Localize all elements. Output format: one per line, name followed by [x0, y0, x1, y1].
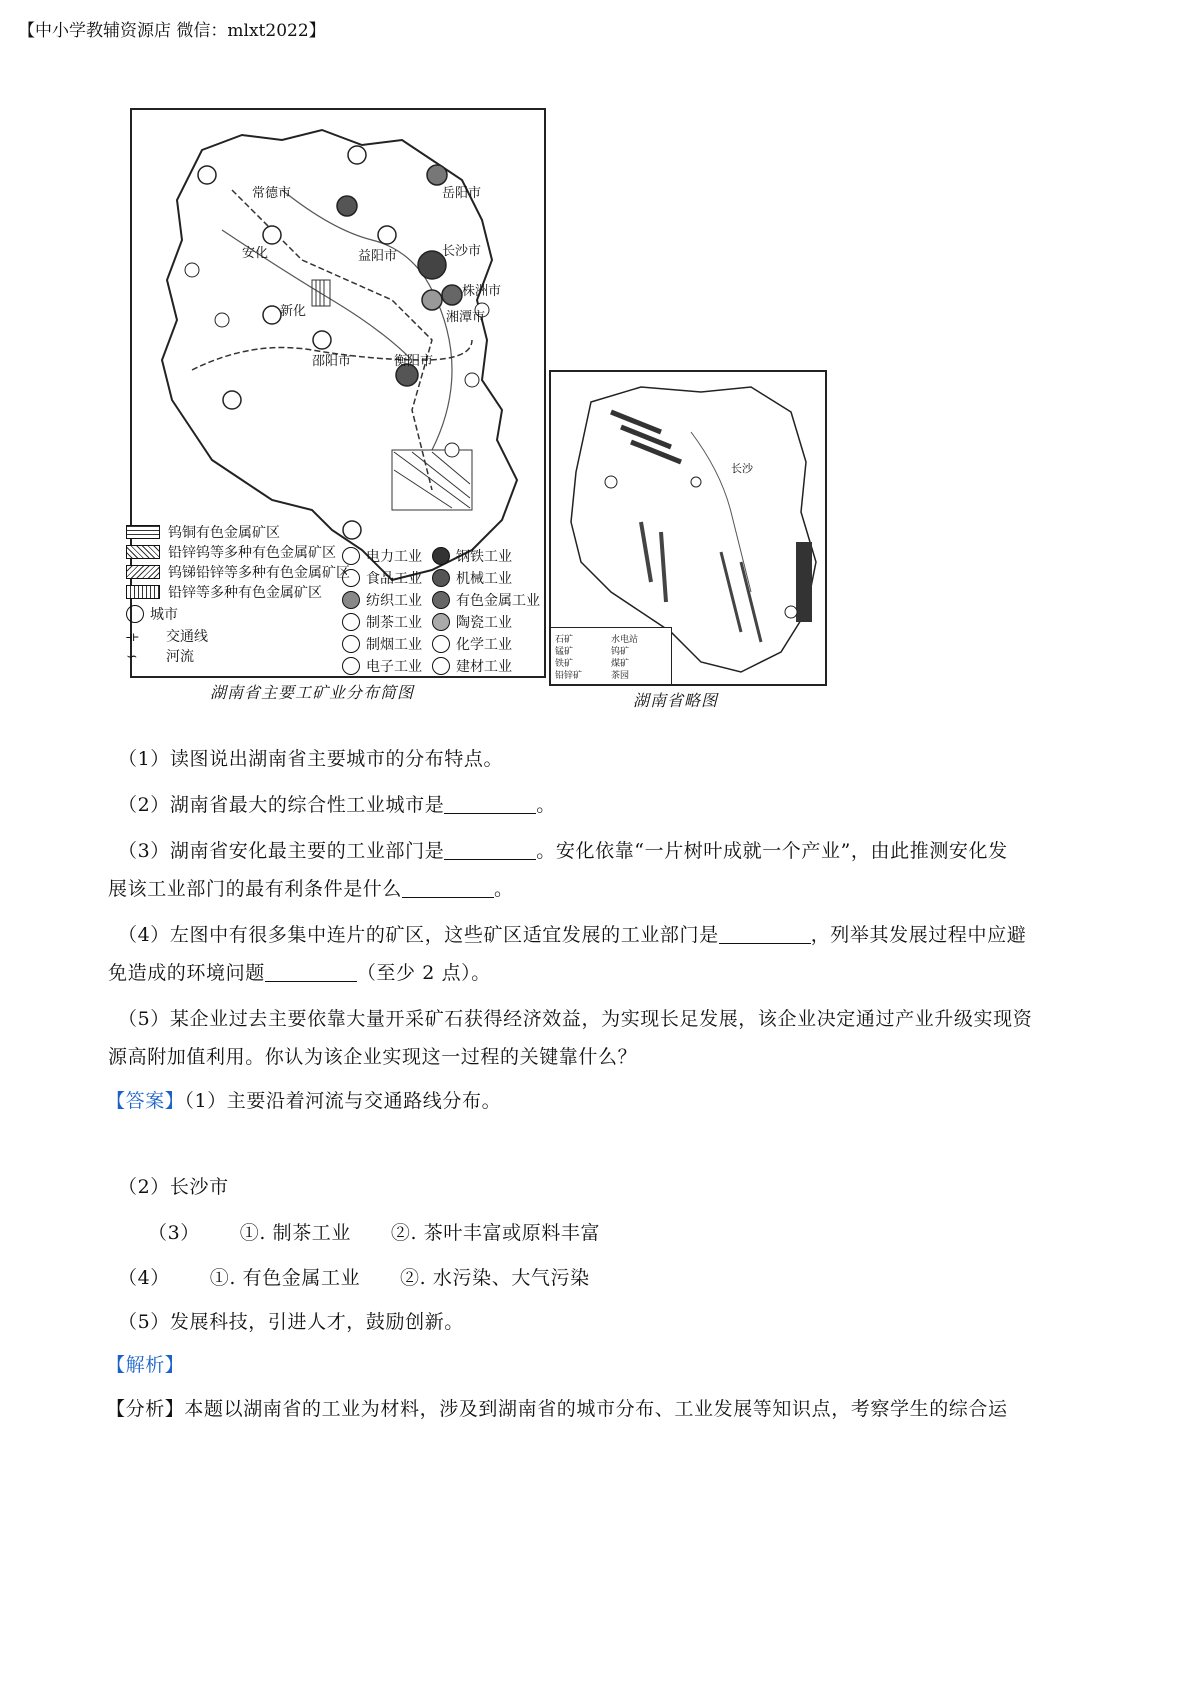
right-map-caption: 湖南省略图 — [633, 691, 719, 710]
answer-1: 【答案】（1）主要沿着河流与交通路线分布。 — [106, 1090, 502, 1112]
city-label: 邵阳市 — [312, 354, 352, 369]
legend-item: 陶瓷工业 — [432, 612, 512, 632]
city-label: 安化 — [242, 246, 269, 261]
electronics-icon — [342, 657, 360, 675]
legend-item: 电子工业 — [342, 656, 422, 676]
legend-item: 铅锌矿 — [555, 671, 583, 681]
left-map-caption: 湖南省主要工矿业分布简图 — [210, 683, 415, 702]
question-2: （2）湖南省最大的综合性工业城市是 。 — [118, 794, 556, 816]
chemical-icon — [432, 635, 450, 653]
answer-blank — [265, 963, 357, 982]
city-label: 常德市 — [252, 186, 292, 201]
legend-item: 制烟工业 — [342, 634, 422, 654]
hunan-sketch-map — [549, 370, 827, 686]
question-1: （1）读图说出湖南省主要城市的分布特点。 — [118, 748, 504, 770]
answer-blank — [402, 879, 494, 898]
legend-item: 纺织工业 — [342, 590, 422, 610]
tea-icon — [342, 613, 360, 631]
city-label: 株洲市 — [462, 284, 502, 299]
hunan-industry-map — [126, 108, 546, 678]
ceramic-icon — [432, 613, 450, 631]
question-5-line1: （5）某企业过去主要依靠大量开采矿石获得经济效益，为实现长足发展，该企业决定通过产业升级实现资 — [118, 1008, 1033, 1030]
question-5-line2: 源高附加值利用。你认为该企业实现这一过程的关键靠什么？ — [108, 1046, 638, 1068]
question-4-line2: 免造成的环境问题 （至少 2 点）。 — [108, 962, 491, 984]
legend-item: 铁矿 — [555, 659, 574, 669]
legend-item: 水电站 — [611, 635, 639, 645]
stripe-swatch — [126, 525, 160, 539]
legend-item: 钨铜有色金属矿区 — [126, 522, 280, 542]
question-3-line2: 展该工业部门的最有利条件是什么 。 — [108, 878, 514, 900]
legend-item: 机械工业 — [432, 568, 512, 588]
city-label: 衡阳市 — [394, 354, 434, 369]
machinery-icon — [432, 569, 450, 587]
nonferrous-icon — [432, 591, 450, 609]
legend-item: 锰矿 — [555, 647, 574, 657]
legend-item: 钨矿 — [611, 647, 630, 657]
answer-4: （4） ①. 有色金属工业 ②. 水污染、大气污染 — [118, 1267, 590, 1289]
answer-3: （3） ①. 制茶工业 ②. 茶叶丰富或原料丰富 — [148, 1222, 601, 1244]
city-label: 益阳市 — [358, 249, 398, 264]
answer-5: （5）发展科技，引进人才，鼓励创新。 — [118, 1311, 464, 1333]
answer-label: 【答案】 — [106, 1090, 185, 1112]
legend-item: 煤矿 — [611, 659, 630, 669]
legend-item: 铅锌等多种有色金属矿区 — [126, 582, 322, 602]
analysis-text: 【分析】本题以湖南省的工业为材料，涉及到湖南省的城市分布、工业发展等知识点，考察学生的综合运 — [106, 1398, 1008, 1420]
city-label: 湘潭市 — [446, 310, 486, 325]
legend-item: 铅锌钨等多种有色金属矿区 — [126, 542, 336, 562]
legend-item: 化学工业 — [432, 634, 512, 654]
building-material-icon — [432, 657, 450, 675]
legend-item: 石矿 — [555, 635, 574, 645]
legend-item: ⟛ 交通线 — [126, 629, 208, 645]
city-label: 新化 — [280, 304, 307, 319]
city-symbol — [126, 605, 144, 623]
city-label: 长沙市 — [442, 244, 482, 259]
legend-item: 电力工业 — [342, 546, 422, 566]
analysis-label: 【解析】 — [106, 1354, 185, 1376]
tobacco-icon — [342, 635, 360, 653]
source-header: 【中小学教辅资源店 微信：mlxt2022】 — [18, 21, 326, 41]
power-icon — [342, 547, 360, 565]
city-label: 长沙 — [731, 462, 753, 475]
answer-blank — [719, 925, 811, 944]
legend-item: 建材工业 — [432, 656, 512, 676]
city-label: 岳阳市 — [442, 186, 482, 201]
legend-item: 茶园 — [611, 671, 630, 681]
textile-icon — [342, 591, 360, 609]
stripe-swatch — [126, 545, 160, 559]
legend-item: 制茶工业 — [342, 612, 422, 632]
answer-blank — [444, 841, 536, 860]
answer-blank — [444, 795, 536, 814]
question-4-line1: （4）左图中有很多集中连片的矿区，这些矿区适宜发展的工业部门是 ，列举其发展过程中应避 — [118, 924, 1027, 946]
legend-item: 食品工业 — [342, 568, 422, 588]
legend-item: 城市 — [126, 604, 178, 624]
question-3-line1: （3）湖南省安化最主要的工业部门是 。安化依靠“一片树叶成就一个产业”，由此推测安化发 — [118, 840, 1008, 862]
stripe-swatch — [126, 585, 160, 599]
stripe-swatch — [126, 565, 160, 579]
legend-item: 有色金属工业 — [432, 590, 540, 610]
legend-item: ∽ 河流 — [126, 649, 194, 665]
legend-item: 钨锑铅锌等多种有色金属矿区 — [126, 562, 350, 582]
food-icon — [342, 569, 360, 587]
sketch-legend — [551, 627, 672, 684]
steel-icon — [432, 547, 450, 565]
legend-item: 钢铁工业 — [432, 546, 512, 566]
answer-2: （2）长沙市 — [118, 1176, 229, 1198]
